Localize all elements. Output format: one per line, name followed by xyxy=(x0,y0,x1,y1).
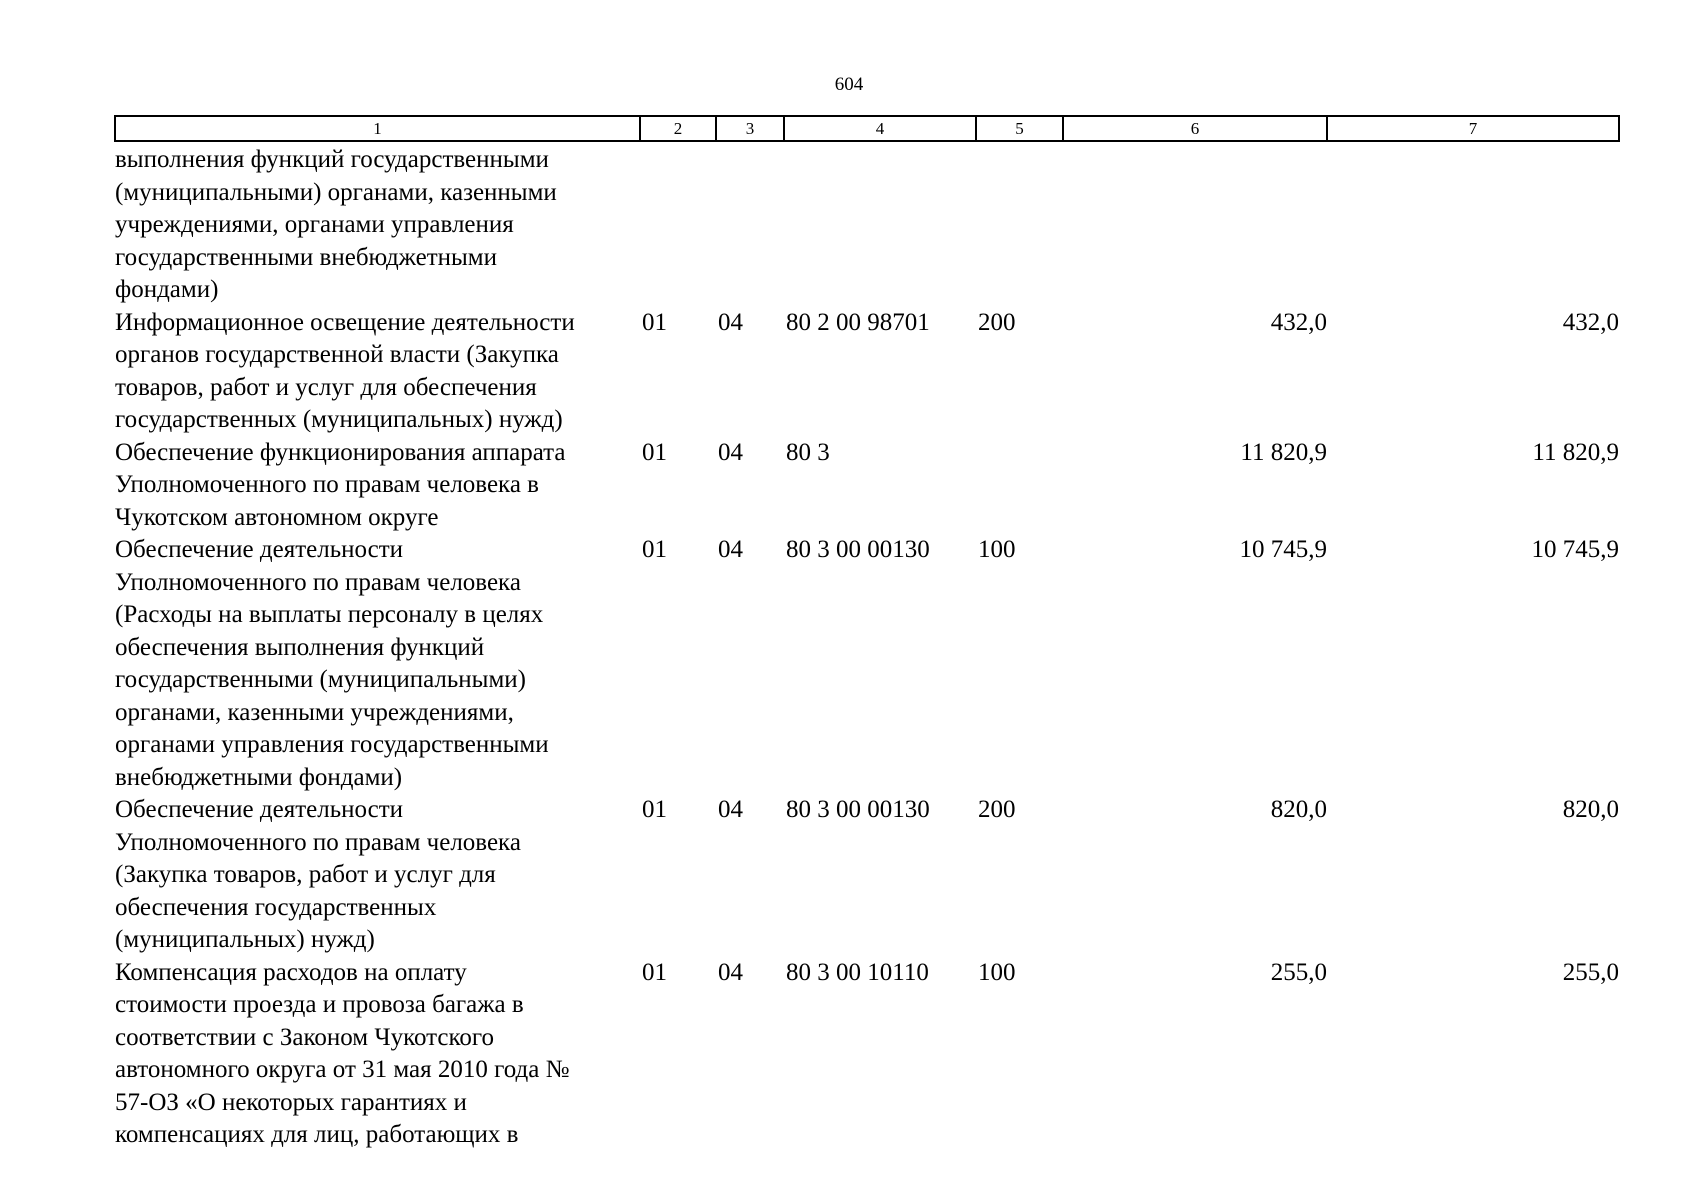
table-row xyxy=(115,141,1619,307)
row-target-code: 80 3 xyxy=(786,438,830,466)
row-section xyxy=(640,141,716,307)
row-target-code: 80 3 00 00130 xyxy=(786,536,930,563)
row-expense-type: 100 xyxy=(978,536,1016,563)
row-expense-type: 200 xyxy=(978,308,1016,336)
column-header-7: 7 xyxy=(1327,116,1619,141)
table-row xyxy=(115,957,1619,1152)
row-subsection: 04 xyxy=(718,438,743,466)
page-number: 604 xyxy=(834,74,864,95)
row-expense-type: 100 xyxy=(978,958,1016,986)
row-amount-2: 820,0 xyxy=(1562,796,1619,823)
row-target-code: 80 3 00 00130 xyxy=(786,796,930,823)
row-section: 01 xyxy=(642,308,667,336)
row-subsection xyxy=(716,141,784,307)
row-target-code: 80 2 00 98701 xyxy=(786,308,930,336)
budget-table xyxy=(114,115,1620,1152)
row-expense-type xyxy=(976,141,1063,307)
row-description: Компенсация расходов на оплату стоимости проезда и провоза багажа в соответствии с Законом Чукотского автономного округа от 31 мая 2010 года № 57-ОЗ «О некоторых гарантиях и компенсациях для лиц, работающих в xyxy=(115,958,570,1148)
row-target-code xyxy=(784,141,976,307)
row-amount-2: 10 745,9 xyxy=(1531,536,1619,563)
column-header-1: 1 xyxy=(115,116,640,141)
row-description: выполнения функций государственными (муниципальными) органами, казенными учреждениями, органами управления государственными внебюджетными фондами) xyxy=(115,146,557,303)
row-description: Обеспечение деятельности Уполномоченного по правам человека (Расходы на выплаты персоналу в целях обеспечения выполнения функций государственными (муниципальными) органами, казенными учреждениями, органами управления государственными внебюджетными фондами) xyxy=(115,536,549,791)
row-amount-1: 11 820,9 xyxy=(1240,438,1327,466)
row-description: Информационное освещение деятельности органов государственной власти (Закупка товаров, работ и услуг для обеспечения государственных (муниципальных) нужд) xyxy=(115,308,575,433)
row-subsection: 04 xyxy=(718,308,743,336)
row-section: 01 xyxy=(642,958,667,986)
row-section: 01 xyxy=(642,438,667,466)
row-amount-1 xyxy=(1063,141,1327,307)
row-subsection: 04 xyxy=(718,958,743,986)
row-expense-type: 200 xyxy=(978,796,1016,823)
row-amount-2: 432,0 xyxy=(1562,308,1619,336)
row-expense-type xyxy=(976,437,1063,535)
row-section: 01 xyxy=(642,796,667,823)
table-row xyxy=(115,794,1619,957)
column-header-2: 2 xyxy=(640,116,716,141)
table-row xyxy=(115,534,1619,794)
column-header-5: 5 xyxy=(976,116,1063,141)
table-row xyxy=(115,437,1619,535)
row-description: Обеспечение функционирования аппарата Уполномоченного по правам человека в Чукотском автономном округе xyxy=(115,438,566,531)
row-amount-2 xyxy=(1327,141,1619,307)
row-amount-1: 10 745,9 xyxy=(1239,536,1327,563)
row-amount-1: 255,0 xyxy=(1270,958,1327,986)
row-amount-1: 432,0 xyxy=(1270,308,1327,336)
row-subsection: 04 xyxy=(718,796,743,823)
row-subsection: 04 xyxy=(718,536,743,563)
row-section: 01 xyxy=(642,536,667,563)
column-header-4: 4 xyxy=(784,116,976,141)
row-amount-1: 820,0 xyxy=(1270,796,1327,823)
column-header-3: 3 xyxy=(716,116,784,141)
table-row xyxy=(115,307,1619,437)
header-row xyxy=(115,116,1619,141)
row-amount-2: 11 820,9 xyxy=(1532,438,1619,466)
row-description: Обеспечение деятельности Уполномоченного по правам человека (Закупка товаров, работ и услуг для обеспечения государственных (муниципальных) нужд) xyxy=(115,796,521,953)
row-amount-2: 255,0 xyxy=(1562,958,1619,986)
row-target-code: 80 3 00 10110 xyxy=(786,958,929,986)
column-header-6: 6 xyxy=(1063,116,1327,141)
